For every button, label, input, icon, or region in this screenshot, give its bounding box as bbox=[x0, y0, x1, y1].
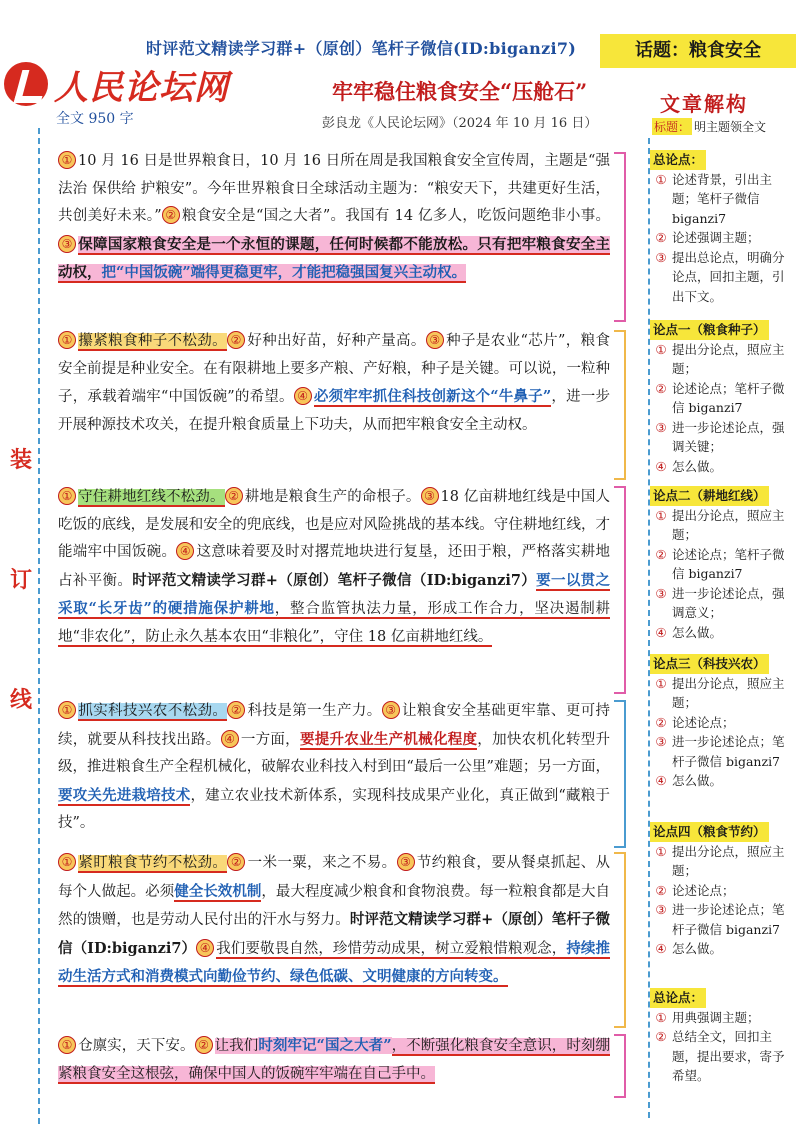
item-text: 论述背景，引出主题；笔杆子微信 biganzi7 bbox=[672, 171, 773, 226]
sentence: 节约粮食，要从餐桌抓起、从每个人做起。必须 bbox=[58, 855, 611, 900]
item-text: 论述论点； bbox=[672, 714, 735, 730]
section-item bbox=[650, 771, 790, 791]
sentence: ，不断强化粮食安全意识，时刻绷紧粮食安全这根弦，确保中国人的饭碗牢牢端在自己手中。 bbox=[58, 1038, 610, 1082]
item-text: 怎么做。 bbox=[672, 458, 723, 474]
item-text: 怎么做。 bbox=[672, 624, 723, 640]
sentence: 耕地是粮食生产的命根子。 bbox=[244, 489, 421, 505]
item-text: 进一步论述论点；笔杆子微信 biganzi7 bbox=[672, 734, 785, 769]
bracket-point-4 bbox=[614, 852, 626, 1028]
item-text: 提出分论点，照应主题； bbox=[672, 507, 785, 542]
item-number: ③ bbox=[655, 902, 667, 917]
item-number: ④ bbox=[655, 458, 667, 474]
key-measure: 健全长效机制 bbox=[174, 882, 262, 900]
section-head: 总论点： bbox=[650, 988, 706, 1008]
sentence-number: ② bbox=[227, 331, 245, 349]
section-item bbox=[650, 732, 790, 771]
item-text: 论述强调主题； bbox=[672, 230, 760, 245]
sentence-number: ② bbox=[162, 206, 180, 224]
item-text: 进一步论述论点，强调关键； bbox=[672, 419, 785, 454]
sentence: 种子是农业“芯片”，粮食安全前提是种业安全。在有限耕地上要多产粮、产好粮，种子是关键。可以说，一粒种子，承载着端牢“中国饭碗”的希望。 bbox=[58, 333, 611, 405]
structure-section-point-2 bbox=[650, 486, 790, 642]
section-item bbox=[650, 881, 790, 901]
item-number: ② bbox=[655, 1029, 667, 1044]
item-number: ④ bbox=[655, 941, 667, 956]
item-number: ① bbox=[655, 507, 667, 523]
item-number: ① bbox=[655, 675, 667, 691]
sentence-number: ① bbox=[58, 331, 76, 349]
item-number: ① bbox=[655, 171, 667, 187]
item-number: ③ bbox=[655, 734, 667, 749]
structure-section-intro bbox=[650, 150, 790, 306]
item-text: 提出分论点，照应主题； bbox=[672, 843, 785, 878]
bracket-point-1 bbox=[614, 330, 626, 480]
header-banner: 时评范文精读学习群+（原创）笔杆子微信(ID:biganzi7) bbox=[146, 39, 577, 58]
sentence: ，整合监管执法力量，形成工作合力，坚决遏制耕地“非农化”，防止永久基本农田“非粮化”，守住 18 亿亩耕地红线。 bbox=[58, 601, 611, 645]
item-text: 提出分论点，照应主题； bbox=[672, 675, 785, 710]
item-number: ① bbox=[655, 1009, 667, 1025]
key-measure: 要攻关先进栽培技术 bbox=[58, 786, 191, 804]
sentence-number: ③ bbox=[58, 235, 76, 253]
structure-label-text: 明主题领全文 bbox=[694, 120, 767, 134]
sentence-number: ④ bbox=[196, 939, 214, 957]
item-text: 提出总论点，明确分论点，回扣主题，引出下文。 bbox=[672, 249, 785, 304]
logo-mark-icon bbox=[4, 62, 48, 106]
item-text: 怎么做。 bbox=[672, 941, 723, 956]
bracket-intro bbox=[614, 152, 626, 322]
sentence: ，进一步开展种源技术攻关，在提升粮食质量上下功夫，从而把牢粮食安全主动权。 bbox=[58, 389, 611, 433]
key-measure: 时刻牢记“国之大者” bbox=[258, 1037, 392, 1054]
sentence: 这意味着要及时对撂荒地块进行复垦，还田于粮，严格落实耕地占补平衡。 bbox=[58, 544, 611, 589]
sentence: 科技是第一生产力。 bbox=[247, 703, 382, 719]
section-item bbox=[650, 170, 790, 229]
binding-text: 装订线 bbox=[10, 447, 33, 713]
item-text: 论述论点；笔杆子微信 biganzi7 bbox=[672, 546, 785, 581]
sentence: 18 亿亩耕地红线是中国人吃饭的底线，是发展和安全的兜底线，也是应对风险挑战的基本线。守住耕地红线，才能端牢中国饭碗。 bbox=[58, 489, 611, 560]
structure-section-point-1 bbox=[650, 320, 790, 476]
section-head: 论点四（粮食节约） bbox=[650, 822, 769, 842]
bracket-conclusion bbox=[614, 1034, 626, 1098]
sentence: 一方面， bbox=[240, 731, 300, 748]
sentence: 让粮食安全基础更牢靠、更可持续，就要从科技找出路。 bbox=[58, 703, 611, 748]
article-byline: 彭良龙《人民论坛网》（2024 年 10 月 16 日） bbox=[322, 116, 598, 131]
logo-name: 人民论坛网 bbox=[54, 67, 229, 108]
section-item bbox=[650, 340, 790, 379]
item-number: ② bbox=[655, 882, 667, 898]
item-text: 进一步论述论点；笔杆子微信 biganzi7 bbox=[672, 902, 785, 937]
sentence-number: ② bbox=[227, 701, 245, 719]
item-number: ④ bbox=[655, 624, 667, 640]
structure-label-tag: 标题： bbox=[654, 120, 691, 134]
item-number: ③ bbox=[655, 419, 667, 435]
item-text: 提出分论点，照应主题； bbox=[672, 341, 785, 376]
sentence: 仓廪实，天下安。 bbox=[78, 1038, 195, 1054]
section-item bbox=[650, 674, 790, 713]
paragraph-3 bbox=[58, 484, 610, 651]
paragraph-2 bbox=[58, 328, 610, 439]
section-item bbox=[650, 379, 790, 418]
sentence-number: ② bbox=[227, 853, 245, 871]
paragraph-4 bbox=[58, 698, 610, 838]
sentence: 我们要敬畏自然，珍惜劳动成果，树立爱粮惜粮观念， bbox=[216, 940, 567, 957]
item-number: ④ bbox=[655, 773, 667, 788]
item-number: ② bbox=[655, 230, 667, 245]
sentence: 一米一粟，来之不易。 bbox=[247, 855, 397, 871]
structure-section-conclusion bbox=[650, 988, 790, 1086]
sentence-number: ③ bbox=[421, 487, 439, 505]
section-item bbox=[650, 457, 790, 477]
bracket-point-2 bbox=[614, 486, 626, 694]
section-item bbox=[650, 506, 790, 545]
sentence-number: ③ bbox=[397, 853, 415, 871]
sentence-number: ④ bbox=[221, 730, 239, 748]
article-title: 牢牢稳住粮食安全“压舱石” bbox=[332, 79, 588, 104]
item-text: 论述论点；笔杆子微信 biganzi7 bbox=[672, 380, 785, 415]
sentence-number: ① bbox=[58, 701, 76, 719]
sentence-number: ① bbox=[58, 1036, 76, 1054]
sentence-number: ② bbox=[225, 487, 243, 505]
sub-thesis: 守住耕地红线不松劲。 bbox=[78, 489, 225, 505]
word-count: 全文 950 字 bbox=[56, 111, 134, 127]
item-number: ② bbox=[655, 380, 667, 396]
key-measure: 要一以贯之采取“长牙齿”的硬措施保护耕地 bbox=[58, 571, 611, 617]
section-item bbox=[650, 584, 790, 623]
sentence: ，建立农业技术新体系，实现科技成果产业化，真正做到“藏粮于技”。 bbox=[58, 787, 610, 831]
sentence: ，最大程度减少粮食和食物浪费。每一粒粮食都是大自然的馈赠，也是劳动人民付出的汗水与努力。 bbox=[58, 883, 611, 928]
section-head: 论点一（粮食种子） bbox=[650, 320, 769, 340]
section-item bbox=[650, 842, 790, 881]
paragraph-6 bbox=[58, 1032, 610, 1088]
section-item bbox=[650, 1027, 790, 1086]
section-item bbox=[650, 1008, 790, 1028]
section-head: 论点三（科技兴农） bbox=[650, 654, 769, 674]
section-item bbox=[650, 623, 790, 643]
section-item bbox=[650, 939, 790, 959]
item-text: 怎么做。 bbox=[672, 773, 723, 788]
section-item bbox=[650, 228, 790, 248]
sentence: 粮食安全是“国之大者”。我国有 14 亿多人，吃饭问题绝非小事。 bbox=[181, 208, 610, 224]
paragraph-5 bbox=[58, 850, 610, 992]
section-item bbox=[650, 545, 790, 584]
sentence: 10 月 16 日是世界粮食日，10 月 16 日所在周是我国粮食安全宣传周，主题是“强法治 保供给 护粮安”。今年世界粮食日全球活动主题为：“粮安天下，共建更好生活，共创美好未来。” bbox=[58, 153, 610, 224]
item-number: ③ bbox=[655, 585, 667, 601]
section-item bbox=[650, 248, 790, 307]
section-item bbox=[650, 900, 790, 939]
item-number: ② bbox=[655, 714, 667, 730]
topic-badge: 话题：粮食安全 bbox=[600, 34, 796, 68]
item-text: 总结全文，回扣主题，提出要求，寄予希望。 bbox=[672, 1029, 785, 1083]
watermark-ad: 时评范文精读学习群+（原创）笔杆子微信（ID:biganzi7） bbox=[132, 571, 537, 589]
key-measure: 必须牢牢抓住科技创新这个“牛鼻子” bbox=[313, 388, 552, 405]
key-measure: 要提升农业生产机械化程度 bbox=[299, 730, 478, 748]
sentence-number: ③ bbox=[382, 701, 400, 719]
item-number: ① bbox=[655, 843, 667, 859]
sub-thesis: 攥紧粮食种子不松劲。 bbox=[78, 333, 228, 349]
sentence-number: ① bbox=[58, 487, 76, 505]
bracket-point-3 bbox=[614, 700, 626, 848]
watermark-ad: 时评范文精读学习群+（原创）笔杆子微信（ID:biganzi7） bbox=[58, 911, 610, 957]
structure-title: 文章解构 bbox=[660, 92, 748, 116]
item-text: 用典强调主题； bbox=[672, 1009, 760, 1025]
sub-thesis: 紧盯粮食节约不松劲。 bbox=[78, 855, 228, 871]
section-item bbox=[650, 713, 790, 733]
sentence-number: ① bbox=[58, 151, 76, 169]
section-head: 总论点： bbox=[650, 150, 706, 170]
sentence-number: ④ bbox=[294, 387, 312, 405]
sentence: 好种出好苗，好种产量高。 bbox=[247, 333, 426, 349]
logo bbox=[4, 60, 234, 108]
paragraph-1 bbox=[58, 148, 610, 288]
sentence-number: ④ bbox=[176, 542, 194, 560]
binding-line bbox=[38, 128, 40, 1124]
item-number: ③ bbox=[655, 249, 667, 265]
item-number: ① bbox=[655, 341, 667, 357]
sentence-number: ③ bbox=[426, 331, 444, 349]
item-text: 论述论点； bbox=[672, 882, 735, 898]
section-item bbox=[650, 418, 790, 457]
thesis-sentence: 保障国家粮食安全是一个永恒的课题，任何时候都不能放松。只有把牢粮食安全主动权， bbox=[58, 235, 610, 281]
structure-section-point-3 bbox=[650, 654, 790, 791]
key-measure: 持续推动生活方式和消费模式向勤俭节约、绿色低碳、文明健康的方向转变。 bbox=[58, 939, 611, 985]
sentence-number: ② bbox=[195, 1036, 213, 1054]
sentence-number: ① bbox=[58, 853, 76, 871]
item-text: 进一步论述论点，强调意义； bbox=[672, 585, 785, 620]
sub-thesis: 抓实科技兴农不松劲。 bbox=[78, 703, 228, 719]
sentence: 让我们 bbox=[214, 1038, 259, 1054]
structure-section-point-4 bbox=[650, 822, 790, 959]
structure-title-note bbox=[652, 118, 766, 135]
section-head: 论点二（耕地红线） bbox=[650, 486, 769, 506]
sentence: ，加快农机化转型升级，推进粮食生产全程机械化，破解农业科技入村到田“最后一公里”难题；另一方面， bbox=[58, 731, 611, 775]
thesis-emphasis: 把“中国饭碗”端得更稳更牢，才能把稳强国复兴主动权。 bbox=[101, 264, 467, 281]
item-number: ② bbox=[655, 546, 667, 562]
